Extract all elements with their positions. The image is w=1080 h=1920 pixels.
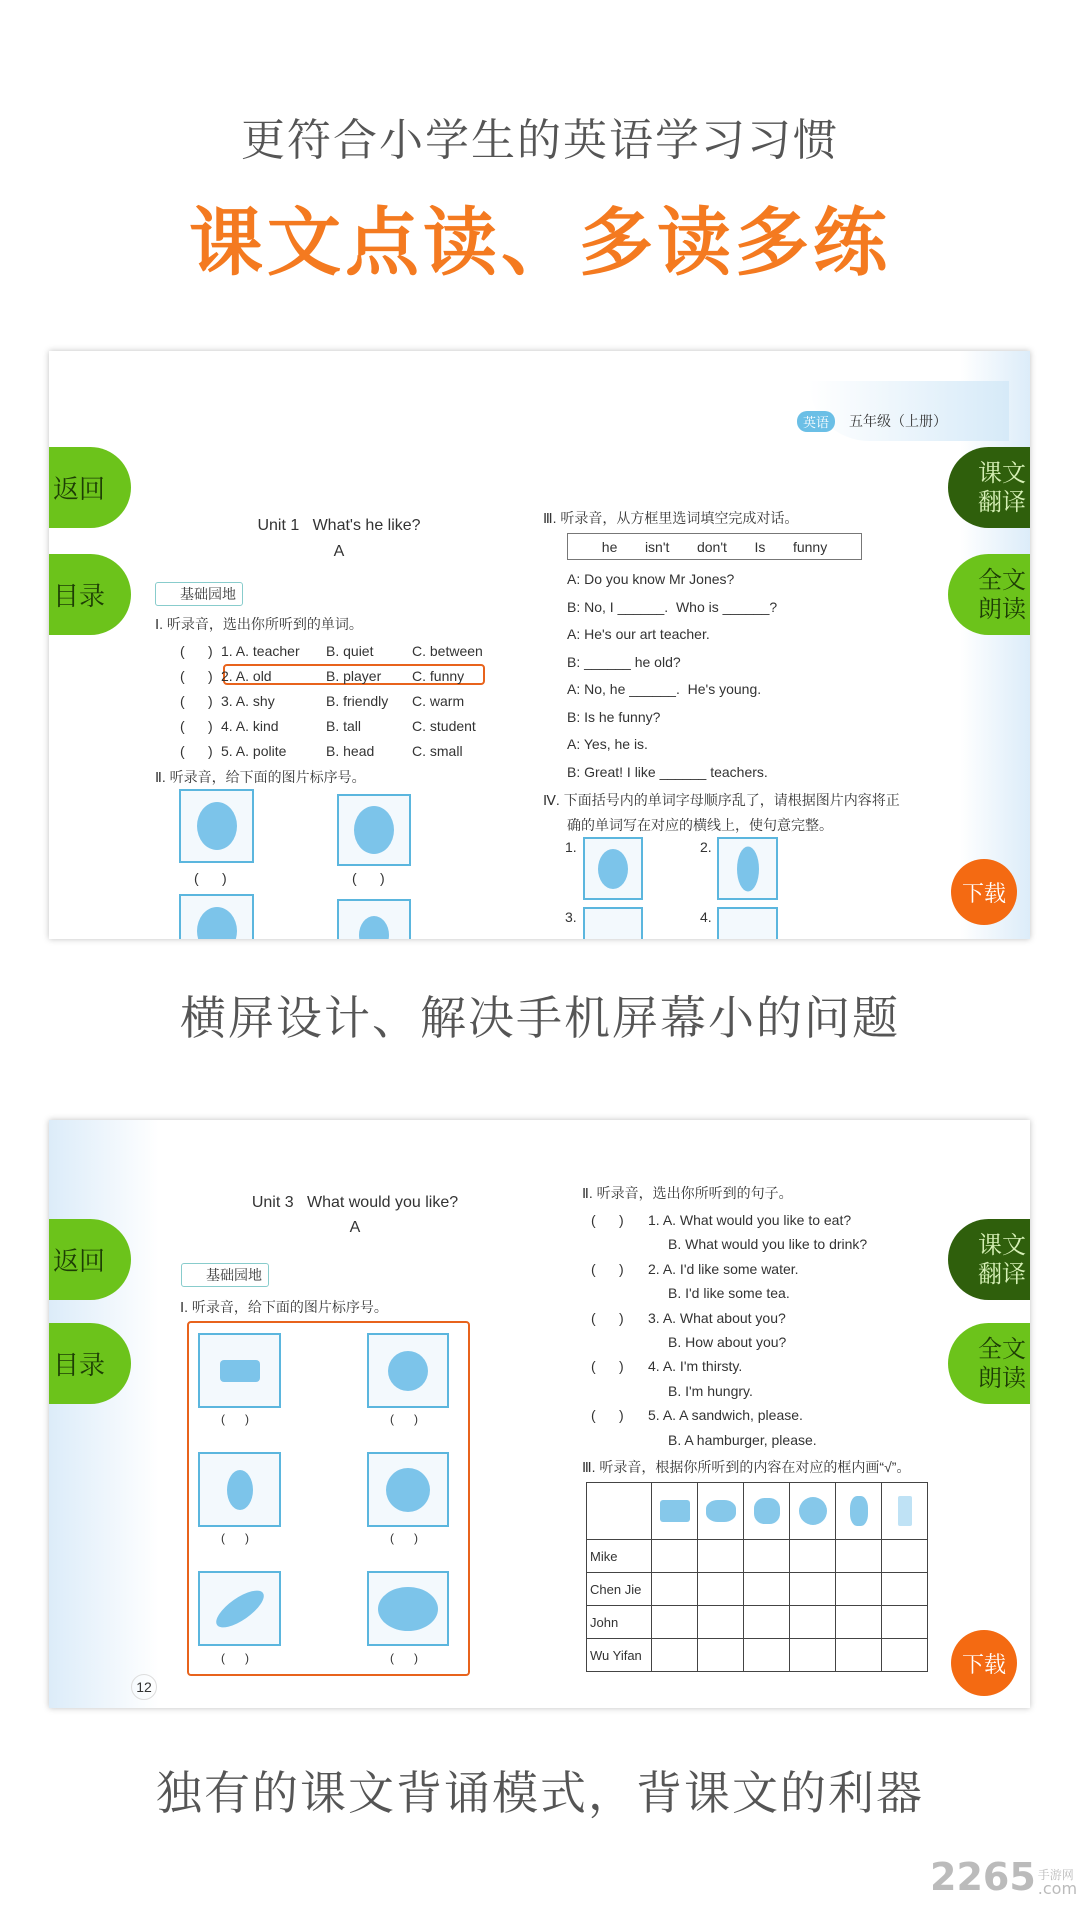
option-a[interactable]: A. What about you? <box>662 1309 786 1326</box>
answer-paren[interactable]: ( ) <box>591 1407 624 1424</box>
read-all-label-2: 朗读 <box>978 1363 1026 1392</box>
table-row <box>587 1606 928 1639</box>
check-cell[interactable] <box>790 1639 836 1672</box>
option-a[interactable]: A. I'm thirsty. <box>662 1358 743 1375</box>
toc-button[interactable]: 目录 <box>49 1323 131 1404</box>
check-cell[interactable] <box>652 1606 698 1639</box>
question-3-heading[interactable]: Ⅲ. 听录音，根据你所听到的内容在对应的框内画“√”。 <box>582 1459 911 1475</box>
section-badge: 基础园地 <box>155 582 243 606</box>
check-cell[interactable] <box>882 1573 928 1606</box>
question-2-heading[interactable]: Ⅱ. 听录音，给下面的图片标序号。 <box>155 769 366 785</box>
item-number: 4. <box>648 1358 660 1375</box>
checkmark-table <box>586 1482 928 1672</box>
check-cell[interactable] <box>698 1573 744 1606</box>
translate-label-1: 课文 <box>978 1230 1026 1259</box>
option-b[interactable]: B. player <box>326 668 382 684</box>
option-b[interactable]: B. A hamburger, please. <box>668 1431 817 1448</box>
option-b[interactable]: B. I'm hungry. <box>668 1382 753 1399</box>
answer-paren[interactable]: ( ) <box>591 1260 624 1277</box>
answer-paren[interactable]: ( ) <box>180 693 213 709</box>
option-b[interactable]: B. I'd like some tea. <box>668 1285 790 1302</box>
back-button[interactable]: 返回 <box>49 1219 131 1300</box>
girl-image <box>583 837 643 900</box>
answer-paren[interactable]: ( ) <box>180 668 213 684</box>
option-a[interactable]: A. A sandwich, please. <box>662 1407 803 1424</box>
sandwich-image <box>198 1333 281 1408</box>
check-cell[interactable] <box>652 1573 698 1606</box>
promo-subtitle: 更符合小学生的英语学习习惯 <box>241 115 839 166</box>
sentence-item[interactable] <box>591 1306 867 1330</box>
word: funny <box>792 538 828 555</box>
option-b-column <box>326 639 388 764</box>
sentence-item[interactable] <box>591 1354 867 1378</box>
salad-icon <box>698 1483 744 1540</box>
dialogue-line[interactable]: B: ______ he old? <box>567 653 681 670</box>
check-cell[interactable] <box>836 1639 882 1672</box>
back-button[interactable]: 返回 <box>49 447 131 528</box>
watermark-site: 手游网 <box>1037 1868 1074 1882</box>
question-2-heading[interactable]: Ⅱ. 听录音，选出你所听到的句子。 <box>582 1185 793 1201</box>
dialogue-line[interactable]: B: Great! I like ______ teachers. <box>567 763 768 780</box>
dialogue-line[interactable]: A: He's our art teacher. <box>567 626 710 642</box>
check-cell[interactable] <box>790 1606 836 1639</box>
check-cell[interactable] <box>698 1639 744 1672</box>
portrait-image <box>179 894 254 939</box>
book-badge: 英语 <box>797 411 835 432</box>
item-number: 3. <box>648 1309 660 1326</box>
option-b[interactable]: B. head <box>326 743 375 759</box>
sandwich-icon <box>652 1483 698 1540</box>
option-c[interactable]: C. student <box>412 718 476 734</box>
option-b[interactable]: B. tall <box>326 718 362 734</box>
part-label: A <box>333 543 345 560</box>
option-a[interactable]: A. What would you like to eat? <box>662 1212 852 1228</box>
option-b[interactable]: B. How about you? <box>668 1333 787 1350</box>
row-name: John <box>587 1606 652 1639</box>
book-grade-header: 五年级（上册） <box>849 414 947 430</box>
download-button[interactable]: 下载 <box>951 1630 1017 1696</box>
caption-2: 独有的课文背诵模式，背课文的利器 <box>156 1766 924 1820</box>
answer-paren[interactable]: ( ) <box>180 743 213 759</box>
check-cell[interactable] <box>790 1573 836 1606</box>
translate-label-2: 翻译 <box>978 1259 1026 1288</box>
ice-cream-icon <box>836 1483 882 1540</box>
section-badge: 基础园地 <box>181 1263 269 1287</box>
option-a[interactable]: 5. A. polite <box>221 743 287 759</box>
promo-title: 课文点读、多读多练 <box>189 200 891 286</box>
check-cell[interactable] <box>882 1606 928 1639</box>
screenshot-card-2 <box>49 1120 1030 1708</box>
table-row <box>587 1540 928 1573</box>
tea-image <box>367 1452 449 1527</box>
question-1-heading[interactable]: Ⅰ. 听录音，选出你所听到的单词。 <box>155 616 363 632</box>
hamburger-icon <box>790 1483 836 1540</box>
word-box <box>567 533 862 560</box>
word: Is <box>754 538 766 555</box>
word: he <box>601 538 618 555</box>
option-b[interactable]: B. What would you like to drink? <box>668 1236 868 1253</box>
translate-button[interactable] <box>948 1219 1030 1300</box>
answer-paren[interactable]: ( ) <box>591 1212 624 1228</box>
sentence-item[interactable] <box>591 1208 867 1232</box>
check-cell[interactable] <box>744 1639 790 1672</box>
item-number: 1. <box>565 839 577 855</box>
translate-button[interactable] <box>948 447 1030 528</box>
watermark-domain: .com <box>1037 1879 1078 1898</box>
question-1-parens <box>180 639 213 764</box>
answer-paren[interactable]: ( ) <box>390 1651 418 1665</box>
check-cell[interactable] <box>744 1573 790 1606</box>
table-header-row <box>587 1483 928 1540</box>
check-cell[interactable] <box>744 1606 790 1639</box>
question-4-heading[interactable]: Ⅳ. 下面括号内的单词字母顺序乱了，请根据图片内容将正 <box>543 792 900 808</box>
water-glass-icon <box>882 1483 928 1540</box>
read-all-label-1: 全文 <box>978 1334 1026 1363</box>
answer-paren[interactable]: ( ) <box>390 1531 418 1545</box>
option-a[interactable]: 2. A. old <box>221 668 272 684</box>
check-cell[interactable] <box>790 1540 836 1573</box>
old-man-image <box>717 837 778 900</box>
option-c[interactable]: C. funny <box>412 668 465 684</box>
toc-button[interactable]: 目录 <box>49 554 131 635</box>
row-name: Wu Yifan <box>587 1639 652 1672</box>
item-number: 2. <box>700 839 712 855</box>
dialogue-line[interactable]: B: Is he funny? <box>567 708 661 725</box>
answer-paren[interactable]: ( ) <box>194 870 227 886</box>
option-b[interactable]: B. quiet <box>326 643 374 659</box>
read-all-button[interactable] <box>948 1323 1030 1404</box>
answer-paren[interactable]: ( ) <box>221 1651 249 1665</box>
dialogue-line[interactable]: A: Do you know Mr Jones? <box>567 571 735 587</box>
option-c[interactable]: C. small <box>412 743 463 759</box>
question-4-heading-cont: 确的单词写在对应的横线上，使句意完整。 <box>567 817 833 833</box>
question-2-items <box>591 1208 867 1452</box>
answer-paren[interactable]: ( ) <box>180 643 213 659</box>
answer-paren[interactable]: ( ) <box>221 1412 249 1426</box>
question-1-heading[interactable]: Ⅰ. 听录音，给下面的图片标序号。 <box>180 1299 388 1315</box>
boy-image <box>583 907 643 939</box>
dialogue-line[interactable]: A: Yes, he is. <box>567 736 648 752</box>
item-number: 3. <box>565 909 577 925</box>
hamburger-image <box>367 1333 449 1408</box>
page-decoration <box>49 1120 159 1708</box>
table-row <box>587 1573 928 1606</box>
option-a[interactable]: A. I'd like some water. <box>662 1260 799 1277</box>
check-cell[interactable] <box>698 1606 744 1639</box>
check-cell[interactable] <box>698 1540 744 1573</box>
item-number: 2. <box>648 1260 660 1277</box>
question-3-heading[interactable]: Ⅲ. 听录音，从方框里选词填空完成对话。 <box>543 510 799 526</box>
word: don't <box>696 538 727 555</box>
check-cell[interactable] <box>836 1573 882 1606</box>
check-cell[interactable] <box>652 1639 698 1672</box>
page-number: 12 <box>131 1674 157 1700</box>
dialogue-line[interactable]: A: No, he ______. He's young. <box>567 681 762 697</box>
read-all-label-1: 全文 <box>978 565 1026 594</box>
portrait-image <box>337 899 411 939</box>
watermark-number: 2265 <box>930 1855 1036 1899</box>
dialogue <box>567 566 777 786</box>
watermark-logo <box>930 1855 1078 1899</box>
part-label: A <box>349 1219 361 1236</box>
answer-paren[interactable]: ( ) <box>390 1412 418 1426</box>
option-c-column <box>412 639 483 764</box>
check-cell[interactable] <box>652 1540 698 1573</box>
tea-icon <box>744 1483 790 1540</box>
word: isn't <box>644 538 670 555</box>
option-a[interactable]: 3. A. shy <box>221 693 275 709</box>
row-name: Mike <box>587 1540 652 1573</box>
unit-title[interactable]: Unit 3 What would you like? <box>251 1194 459 1211</box>
table-row <box>587 1639 928 1672</box>
item-number: 4. <box>700 909 712 925</box>
sentence-item[interactable] <box>591 1403 867 1427</box>
portrait-image <box>337 794 411 866</box>
download-button[interactable]: 下载 <box>951 859 1017 925</box>
woman-image <box>717 907 778 939</box>
option-b[interactable]: B. friendly <box>326 693 389 709</box>
check-cell[interactable] <box>882 1639 928 1672</box>
answer-paren[interactable]: ( ) <box>591 1358 624 1375</box>
answer-paren[interactable]: ( ) <box>591 1309 624 1326</box>
bread-image <box>198 1571 281 1646</box>
answer-paren[interactable]: ( ) <box>221 1531 249 1545</box>
item-number: 5. <box>648 1407 660 1424</box>
check-cell[interactable] <box>836 1606 882 1639</box>
ice-cream-image <box>198 1452 281 1527</box>
dialogue-line[interactable]: B: No, I ______. Who is ______? <box>567 598 778 615</box>
item-number: 1. <box>648 1212 660 1228</box>
unit-title[interactable]: Unit 1 What's he like? <box>257 517 421 534</box>
option-a[interactable]: 4. A. kind <box>221 718 279 734</box>
read-all-button[interactable] <box>948 554 1030 635</box>
translate-label-2: 翻译 <box>978 487 1026 516</box>
check-cell[interactable] <box>882 1540 928 1573</box>
check-cell[interactable] <box>744 1540 790 1573</box>
option-c[interactable]: C. between <box>412 643 483 659</box>
read-all-label-2: 朗读 <box>978 594 1026 623</box>
screenshot-card-1 <box>49 351 1030 939</box>
translate-label-1: 课文 <box>978 458 1026 487</box>
option-a[interactable]: 1. A. teacher <box>221 643 300 659</box>
caption-1: 横屏设计、解决手机屏幕小的问题 <box>180 991 900 1045</box>
salad-image <box>367 1571 449 1646</box>
option-a-column <box>221 639 300 764</box>
row-name: Chen Jie <box>587 1573 652 1606</box>
answer-paren[interactable]: ( ) <box>180 718 213 734</box>
portrait-image <box>179 789 254 863</box>
sentence-item[interactable] <box>591 1257 867 1281</box>
answer-paren[interactable]: ( ) <box>352 870 385 886</box>
check-cell[interactable] <box>836 1540 882 1573</box>
option-c[interactable]: C. warm <box>412 693 465 709</box>
